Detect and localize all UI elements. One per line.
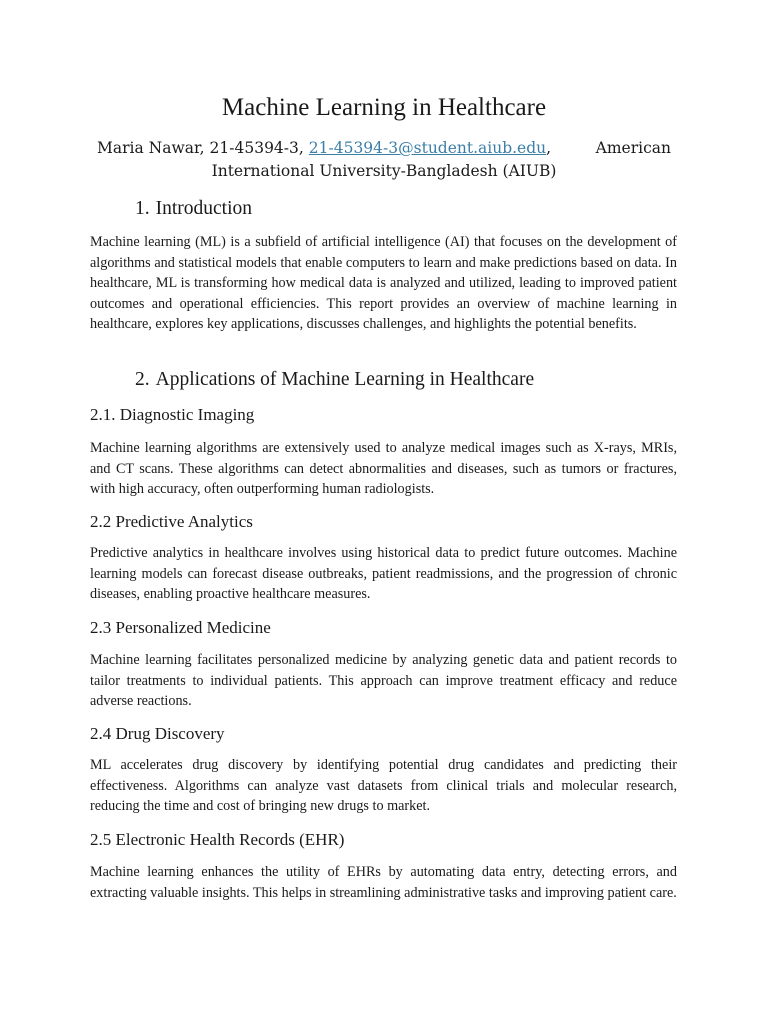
section-number: 2.	[135, 369, 150, 390]
ehr-paragraph: Machine learning enhances the utility of EHRs by automating data entry, detecting errors, and extracting valuable insights. This helps in streamlining administrative tasks and improving patient care.	[90, 864, 677, 901]
affiliation-part-2: International University-Bangladesh (AIUB)	[211, 162, 557, 180]
author-line-1	[97, 137, 671, 160]
author-name: Maria Nawar, 21-45394-3,	[97, 139, 304, 157]
subsection-heading-diagnostic-imaging: 2.1. Diagnostic Imaging	[90, 405, 255, 424]
section-heading-applications	[135, 368, 534, 392]
author-comma: ,	[546, 139, 552, 157]
author-email-link[interactable]: 21-45394-3@student.aiub.edu	[308, 139, 547, 157]
author-block	[97, 137, 671, 183]
document-title: Machine Learning in Healthcare	[221, 94, 547, 121]
subsection-heading-personalized-medicine: 2.3 Personalized Medicine	[90, 618, 271, 637]
section-heading-introduction	[135, 197, 252, 221]
personalized-medicine-paragraph: Machine learning facilitates personalized medicine by analyzing genetic data and patient records to tailor treatments to individual patients. This approach can improve treatment efficacy and reduce adverse reactions.	[90, 652, 677, 710]
subsection-heading-predictive-analytics: 2.2 Predictive Analytics	[90, 512, 253, 531]
section-title: Applications of Machine Learning in Healthcare	[155, 369, 535, 390]
subsection-heading-drug-discovery: 2.4 Drug Discovery	[90, 724, 225, 743]
diagnostic-imaging-paragraph: Machine learning algorithms are extensively used to analyze medical images such as X-rays, MRIs, and CT scans. These algorithms can detect abnormalities and diseases, such as tumors or fractures, with high accuracy, often outperforming human radiologists.	[90, 440, 677, 498]
drug-discovery-paragraph: ML accelerates drug discovery by identifying potential drug candidates and predicting their effectiveness. Algorithms can analyze vast datasets from clinical trials and molecular research, reducing the time and cost of bringing new drugs to market.	[90, 757, 677, 815]
affiliation-part-1: American	[595, 139, 671, 157]
subsection-heading-ehr: 2.5 Electronic Health Records (EHR)	[90, 830, 345, 849]
predictive-analytics-paragraph: Predictive analytics in healthcare involves using historical data to predict future outcomes. Machine learning models can forecast disease outbreaks, patient readmissions, and the progression of chronic diseases, enabling proactive healthcare measures.	[90, 545, 677, 603]
section-title: Introduction	[155, 198, 253, 219]
section-number: 1.	[135, 198, 150, 219]
author-info	[97, 137, 551, 160]
introduction-paragraph: Machine learning (ML) is a subfield of artificial intelligence (AI) that focuses on the development of algorithms and statistical models that enable computers to learn and make predictions based on data. In healthcare, ML is transforming how medical data is analyzed and utilized, leading to improved patient outcomes and operational efficiencies. This report provides an overview of machine learning in healthcare, explores key applications, discusses challenges, and highlights the potential benefits.	[90, 234, 677, 333]
